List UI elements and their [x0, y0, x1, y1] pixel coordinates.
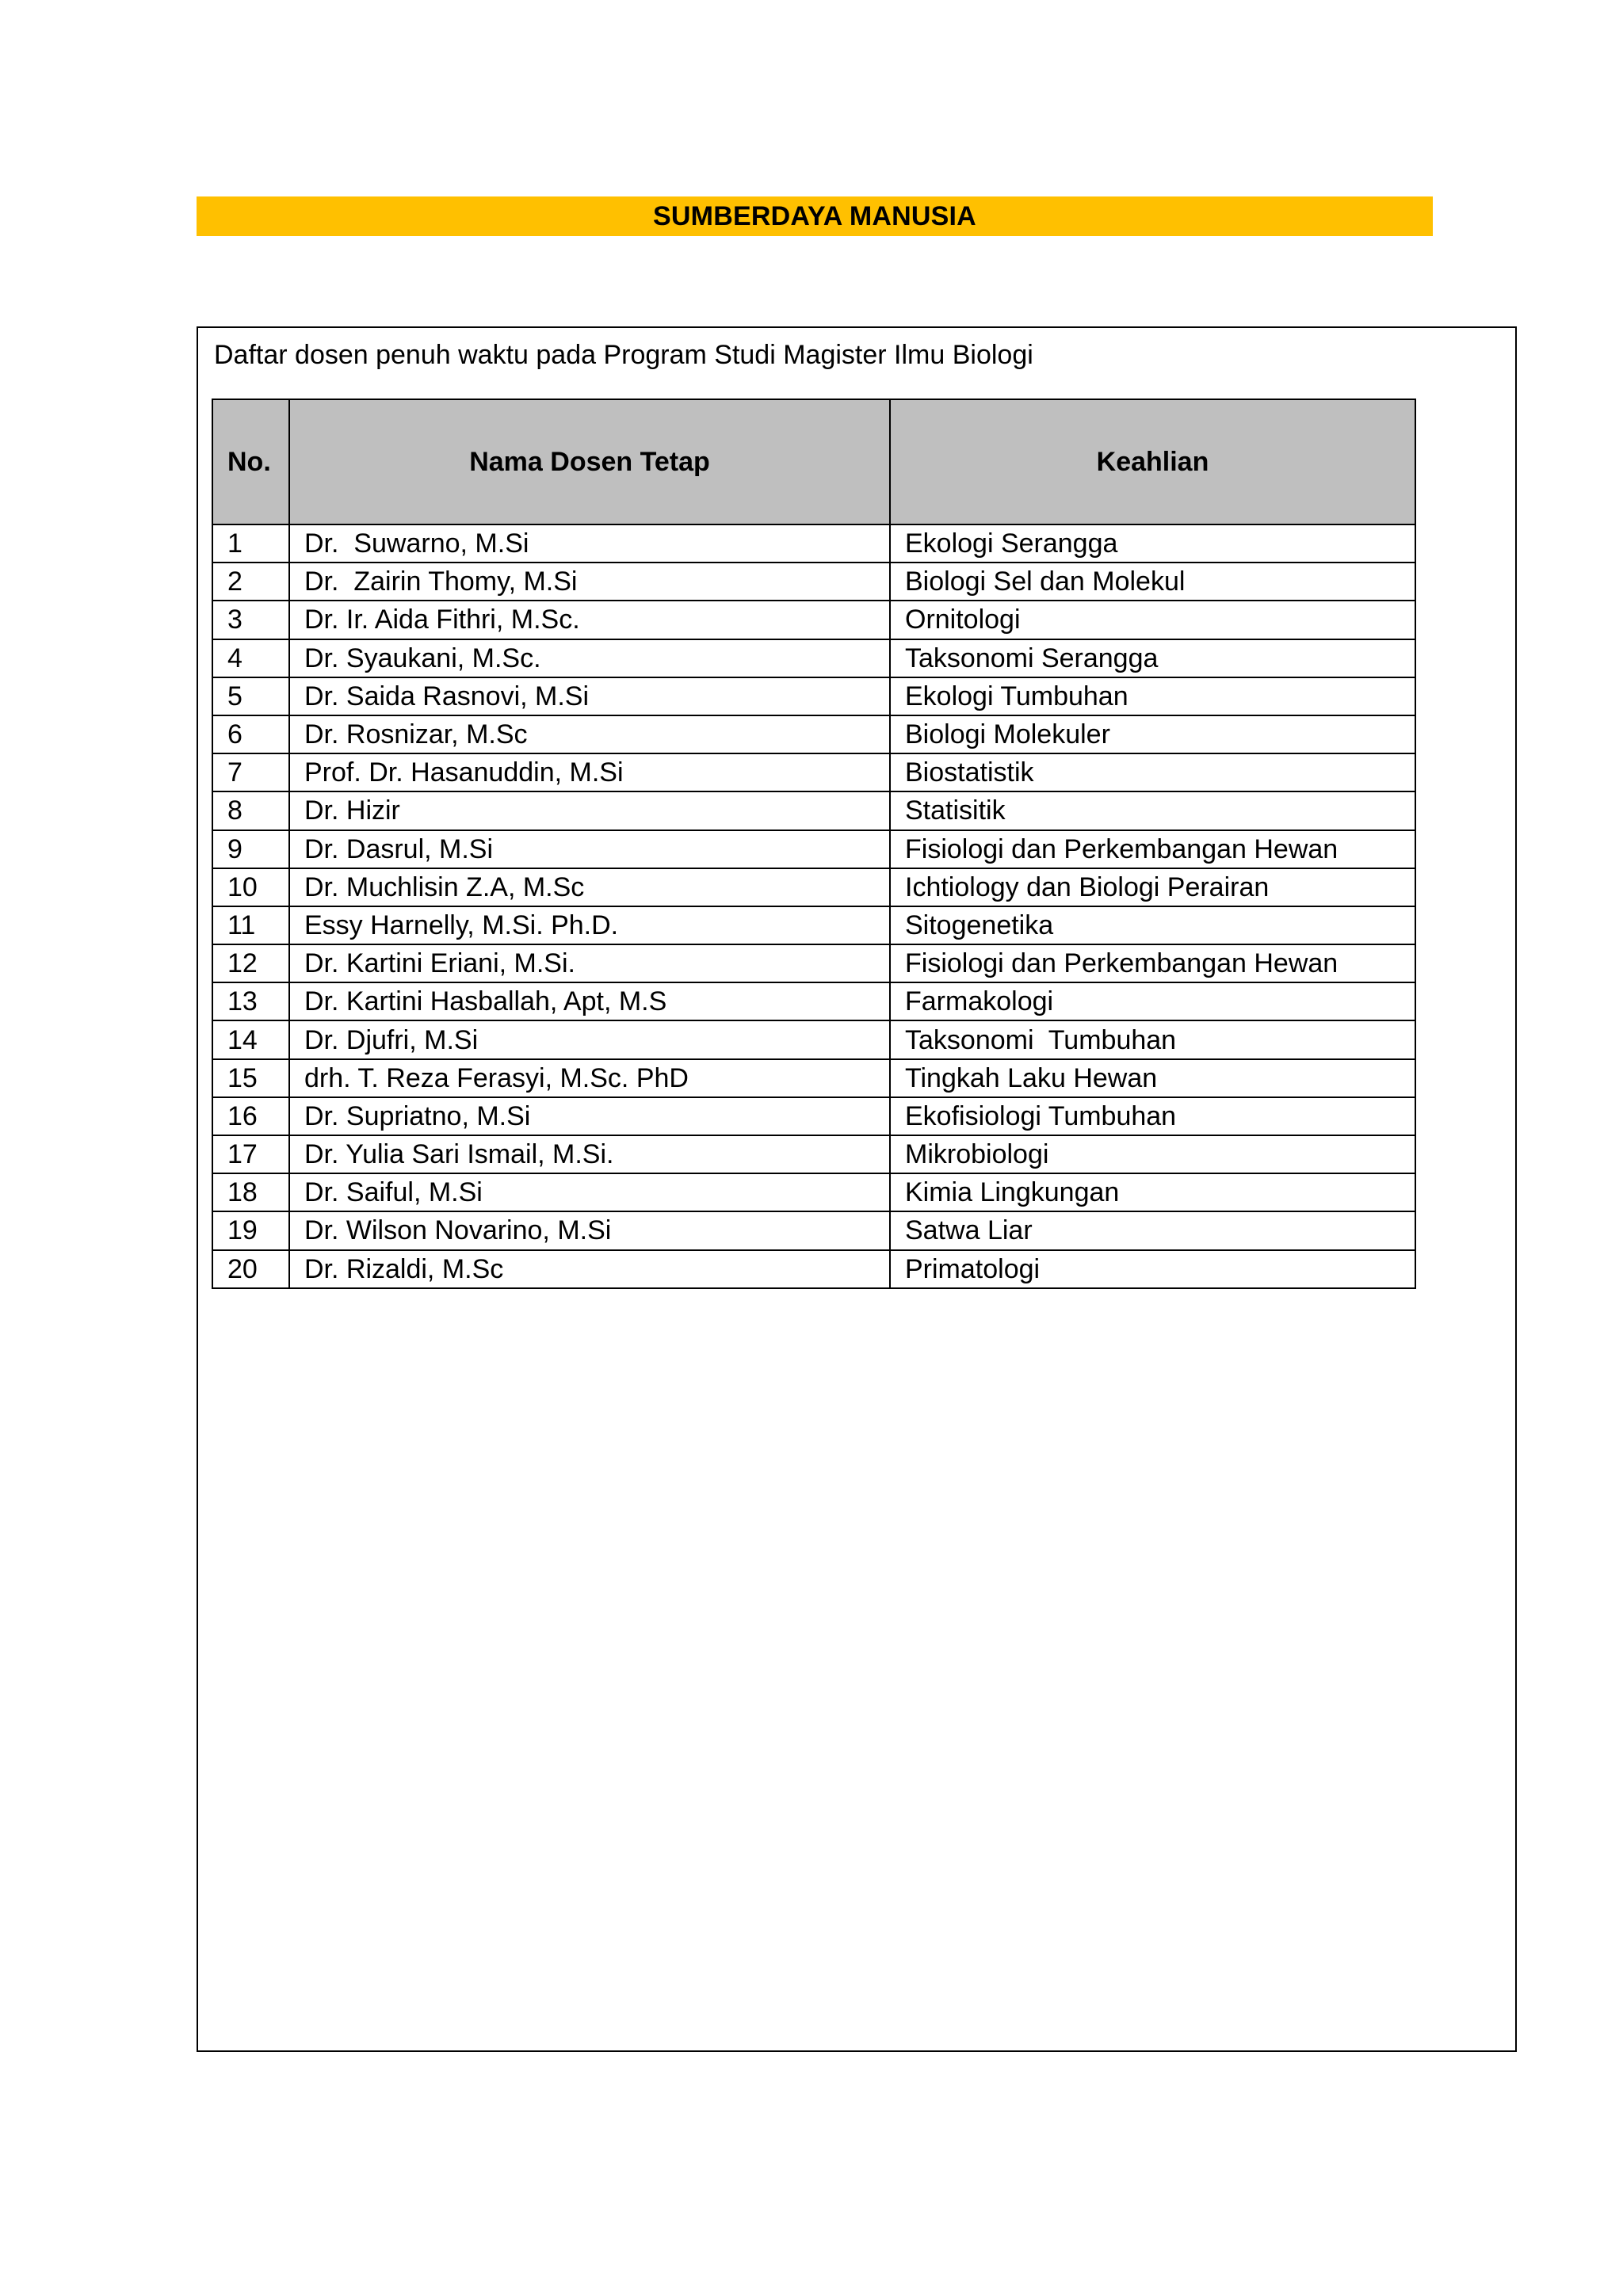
cell-no: 12 [212, 944, 289, 982]
cell-expertise: Ekofisiologi Tumbuhan [890, 1097, 1415, 1135]
cell-name: Dr. Kartini Eriani, M.Si. [289, 944, 890, 982]
table-row [212, 1211, 1415, 1249]
cell-expertise: Primatologi [890, 1250, 1415, 1288]
cell-expertise: Fisiologi dan Perkembangan Hewan [890, 830, 1415, 868]
cell-name: drh. T. Reza Ferasyi, M.Sc. PhD [289, 1059, 890, 1097]
cell-no: 2 [212, 563, 289, 601]
table-row [212, 753, 1415, 791]
cell-no: 9 [212, 830, 289, 868]
cell-name: Dr. Rosnizar, M.Sc [289, 715, 890, 753]
cell-expertise: Kimia Lingkungan [890, 1173, 1415, 1211]
cell-expertise: Taksonomi Serangga [890, 639, 1415, 677]
cell-expertise: Mikrobiologi [890, 1135, 1415, 1173]
cell-name: Dr. Djufri, M.Si [289, 1020, 890, 1058]
table-row [212, 1250, 1415, 1288]
cell-no: 5 [212, 677, 289, 715]
cell-expertise: Ornitologi [890, 601, 1415, 639]
cell-expertise: Ichtiology dan Biologi Perairan [890, 868, 1415, 906]
cell-name: Dr. Yulia Sari Ismail, M.Si. [289, 1135, 890, 1173]
table-caption: Daftar dosen penuh waktu pada Program Studi Magister Ilmu Biologi [214, 340, 1033, 370]
table-row [212, 1173, 1415, 1211]
cell-expertise: Sitogenetika [890, 906, 1415, 944]
cell-no: 19 [212, 1211, 289, 1249]
cell-expertise: Biologi Sel dan Molekul [890, 563, 1415, 601]
table-row [212, 601, 1415, 639]
cell-no: 8 [212, 791, 289, 830]
cell-name: Dr. Zairin Thomy, M.Si [289, 563, 890, 601]
cell-no: 20 [212, 1250, 289, 1288]
cell-name: Dr. Supriatno, M.Si [289, 1097, 890, 1135]
cell-expertise: Farmakologi [890, 982, 1415, 1020]
cell-expertise: Statisitik [890, 791, 1415, 830]
cell-no: 3 [212, 601, 289, 639]
table-row [212, 1020, 1415, 1058]
table-row [212, 830, 1415, 868]
cell-name: Dr. Saida Rasnovi, M.Si [289, 677, 890, 715]
cell-no: 17 [212, 1135, 289, 1173]
table-row [212, 524, 1415, 563]
cell-name: Dr. Rizaldi, M.Sc [289, 1250, 890, 1288]
header-expertise: Keahlian [890, 399, 1415, 524]
table-row [212, 944, 1415, 982]
table-row [212, 982, 1415, 1020]
cell-name: Dr. Dasrul, M.Si [289, 830, 890, 868]
cell-no: 18 [212, 1173, 289, 1211]
cell-no: 6 [212, 715, 289, 753]
cell-name: Dr. Muchlisin Z.A, M.Sc [289, 868, 890, 906]
cell-expertise: Biostatistik [890, 753, 1415, 791]
table-row [212, 715, 1415, 753]
lecturer-table [212, 399, 1416, 1289]
cell-no: 10 [212, 868, 289, 906]
table-header [212, 399, 1415, 524]
cell-name: Dr. Suwarno, M.Si [289, 524, 890, 563]
table-row [212, 677, 1415, 715]
section-title: SUMBERDAYA MANUSIA [653, 200, 976, 231]
cell-expertise: Taksonomi Tumbuhan [890, 1020, 1415, 1058]
cell-expertise: Biologi Molekuler [890, 715, 1415, 753]
content-frame [197, 326, 1517, 2052]
cell-expertise: Ekologi Tumbuhan [890, 677, 1415, 715]
header-name: Nama Dosen Tetap [289, 399, 890, 524]
table-row [212, 1135, 1415, 1173]
table-row [212, 906, 1415, 944]
cell-expertise: Fisiologi dan Perkembangan Hewan [890, 944, 1415, 982]
cell-no: 14 [212, 1020, 289, 1058]
cell-expertise: Ekologi Serangga [890, 524, 1415, 563]
table-body [212, 524, 1415, 1288]
cell-expertise: Satwa Liar [890, 1211, 1415, 1249]
table-row [212, 639, 1415, 677]
cell-name: Dr. Ir. Aida Fithri, M.Sc. [289, 601, 890, 639]
cell-name: Dr. Saiful, M.Si [289, 1173, 890, 1211]
cell-no: 11 [212, 906, 289, 944]
cell-no: 7 [212, 753, 289, 791]
cell-no: 1 [212, 524, 289, 563]
cell-no: 4 [212, 639, 289, 677]
cell-name: Prof. Dr. Hasanuddin, M.Si [289, 753, 890, 791]
header-row [212, 399, 1415, 524]
table-row [212, 1097, 1415, 1135]
cell-name: Dr. Wilson Novarino, M.Si [289, 1211, 890, 1249]
section-title-banner [197, 196, 1433, 236]
table-row [212, 791, 1415, 830]
cell-expertise: Tingkah Laku Hewan [890, 1059, 1415, 1097]
cell-name: Dr. Syaukani, M.Sc. [289, 639, 890, 677]
cell-name: Dr. Kartini Hasballah, Apt, M.S [289, 982, 890, 1020]
cell-no: 16 [212, 1097, 289, 1135]
cell-name: Essy Harnelly, M.Si. Ph.D. [289, 906, 890, 944]
cell-no: 15 [212, 1059, 289, 1097]
table-row [212, 1059, 1415, 1097]
cell-no: 13 [212, 982, 289, 1020]
header-no: No. [212, 399, 289, 524]
cell-name: Dr. Hizir [289, 791, 890, 830]
table-row [212, 563, 1415, 601]
table-row [212, 868, 1415, 906]
